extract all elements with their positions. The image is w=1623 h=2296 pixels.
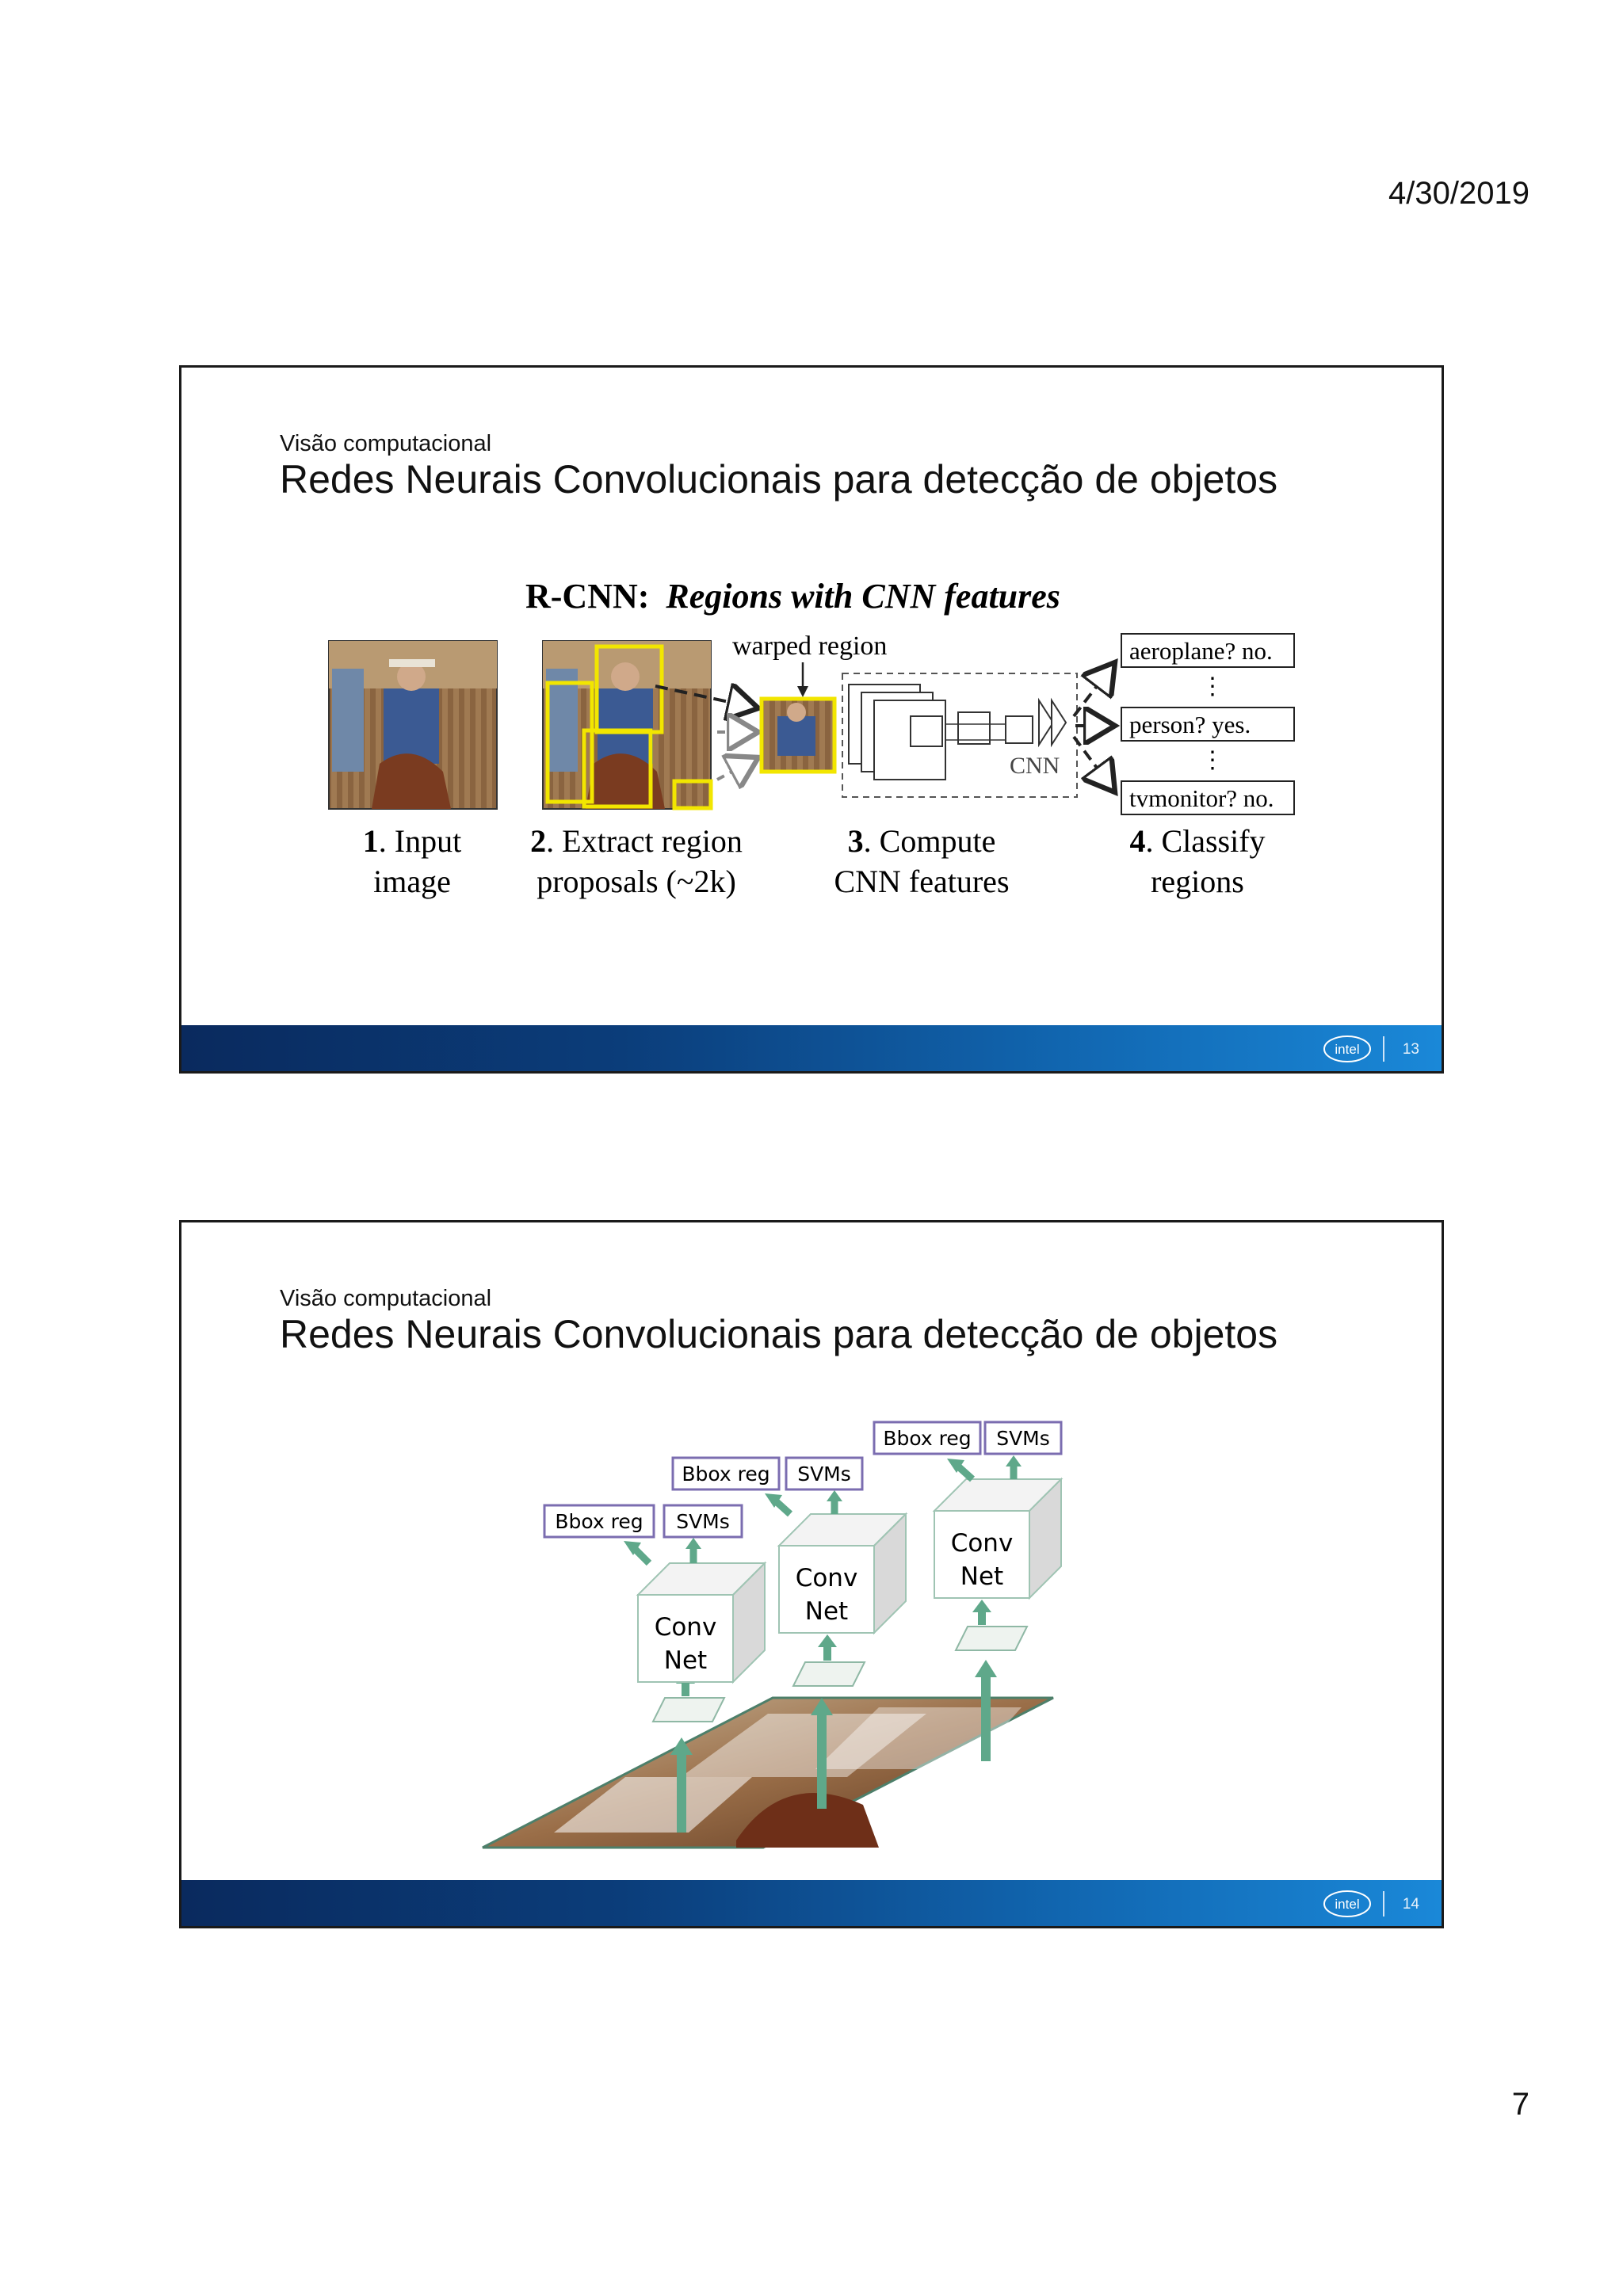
intel-logo [1323, 1888, 1372, 1920]
svms-label: SVMs [676, 1510, 730, 1533]
slide-13 [179, 365, 1444, 1074]
step-4-line1: 4. Classify [1129, 823, 1266, 859]
slide-footer [181, 1025, 1442, 1071]
slide-kicker: Visão computacional [280, 1286, 492, 1311]
cnn-label: CNN [1010, 753, 1060, 779]
svms-label: SVMs [996, 1427, 1050, 1450]
slide-title: Redes Neurais Convolucionais para detecção de objetos [280, 1312, 1278, 1356]
output-tvmonitor [1121, 781, 1294, 814]
slide-number: 14 [1402, 1896, 1419, 1913]
page-number: 7 [1511, 2087, 1529, 2122]
output-aeroplane [1121, 634, 1294, 667]
output-person [1121, 707, 1294, 741]
bbox-reg-label: Bbox reg [883, 1427, 972, 1450]
svg-text:intel: intel [1335, 1042, 1360, 1057]
step-1-line2: image [373, 864, 451, 899]
bbox-reg-label: Bbox reg [682, 1463, 770, 1486]
slide-title: Redes Neurais Convolucionais para detecção de objetos [280, 457, 1278, 502]
slide-number: 13 [1402, 1041, 1419, 1058]
convnet-label-line1: Conv [950, 1529, 1014, 1558]
convnet-label-line1: Conv [795, 1564, 858, 1592]
slide-14 [179, 1220, 1444, 1928]
convnet-label-line1: Conv [654, 1613, 717, 1642]
step-2-line1: 2. Extract region [530, 823, 743, 859]
svg-text:person? yes.: person? yes. [1129, 711, 1251, 738]
cnn-block [842, 673, 1077, 797]
slide-footer [181, 1880, 1442, 1926]
rcnn-figure [181, 368, 1442, 1025]
convnet-label-line2: Net [960, 1562, 1004, 1591]
footer-separator [1383, 1036, 1384, 1062]
ellipsis-dots: ⋮ [1201, 747, 1224, 773]
convnet-label-line2: Net [804, 1597, 849, 1626]
ellipsis-dots: ⋮ [1201, 673, 1224, 700]
svg-text:intel: intel [1335, 1897, 1360, 1912]
svg-text:aeroplane? no.: aeroplane? no. [1129, 637, 1273, 665]
intel-logo [1323, 1033, 1372, 1065]
step-3-line1: 3. Compute [847, 823, 996, 859]
svms-label: SVMs [797, 1463, 851, 1486]
bbox-reg-label: Bbox reg [555, 1510, 643, 1533]
step-1-line1: 1. Input [362, 823, 462, 859]
warped-region-label: warped region [732, 631, 888, 661]
step-2-line2: proposals (~2k) [537, 864, 736, 899]
step-3-line2: CNN features [834, 864, 1010, 899]
footer-separator [1383, 1891, 1384, 1917]
proposals-image [543, 641, 711, 809]
input-image [329, 641, 497, 809]
multi-region-convnet-figure [181, 1222, 1442, 1880]
step-4-line2: regions [1151, 864, 1244, 899]
svg-text:tvmonitor? no.: tvmonitor? no. [1129, 784, 1274, 812]
convnet-label-line2: Net [663, 1646, 708, 1675]
slide-kicker: Visão computacional [280, 431, 492, 456]
input-image-plane [483, 1698, 1053, 1848]
page-date: 4/30/2019 [1388, 176, 1529, 211]
warped-region [762, 699, 834, 772]
figure-heading: R-CNN: Regions with CNN features [525, 577, 1060, 616]
